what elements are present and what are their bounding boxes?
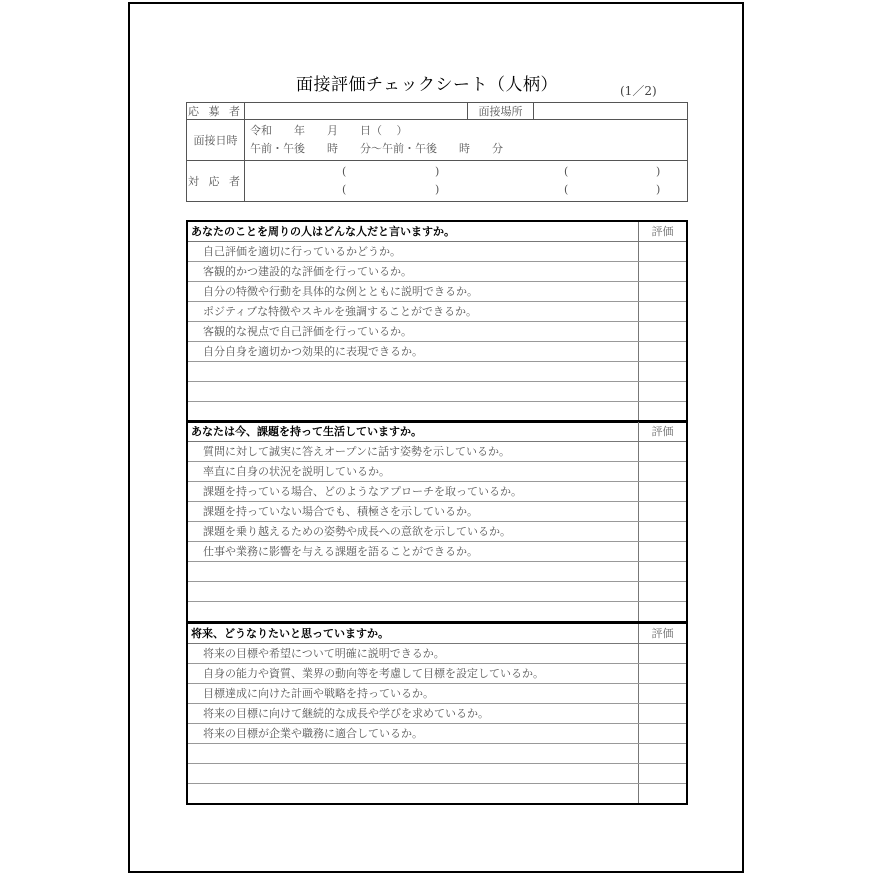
- criteria-row: [187, 522, 687, 542]
- paren-close: ): [435, 183, 440, 196]
- interviewer-row-1: [245, 163, 687, 181]
- eval-cell[interactable]: [639, 362, 688, 382]
- section-question: あなたは今、課題を持って生活していますか。: [187, 421, 639, 442]
- interviewer-field[interactable]: [245, 161, 688, 202]
- criteria-text: [187, 362, 639, 382]
- interviewer-row-2: [245, 181, 687, 199]
- eval-cell[interactable]: [639, 402, 688, 423]
- time-line: 午前・午後 時 分～午前・午後 時 分: [250, 142, 503, 155]
- eval-cell[interactable]: [639, 724, 688, 744]
- criteria-text: [187, 402, 639, 423]
- interview-info-table: [186, 102, 688, 202]
- page-number: (1／2): [620, 84, 657, 98]
- criteria-text: [187, 582, 639, 602]
- eval-cell[interactable]: [639, 542, 688, 562]
- eval-cell[interactable]: [639, 522, 688, 542]
- criteria-row: [187, 302, 687, 322]
- eval-cell[interactable]: [639, 482, 688, 502]
- criteria-row: [187, 442, 687, 462]
- location-field[interactable]: [534, 103, 688, 120]
- criteria-text: 自分自身を適切かつ効果的に表現できるか。: [187, 342, 639, 362]
- eval-cell[interactable]: [639, 602, 688, 623]
- criteria-text: ポジティブな特徴やスキルを強調することができるか。: [187, 302, 639, 322]
- criteria-row: [187, 784, 687, 805]
- criteria-text: 課題を乗り越えるための姿勢や成長への意欲を示しているか。: [187, 522, 639, 542]
- criteria-text: [187, 602, 639, 623]
- eval-cell[interactable]: [639, 322, 688, 342]
- criteria-text: 将来の目標が企業や職務に適合しているか。: [187, 724, 639, 744]
- criteria-text: 自分の特徴や行動を具体的な例とともに説明できるか。: [187, 282, 639, 302]
- eval-cell[interactable]: [639, 562, 688, 582]
- criteria-text: 客観的な視点で自己評価を行っているか。: [187, 322, 639, 342]
- criteria-row: [187, 724, 687, 744]
- eval-cell[interactable]: [639, 442, 688, 462]
- eval-cell[interactable]: [639, 582, 688, 602]
- criteria-text: 課題を持っている場合、どのようなアプローチを取っているか。: [187, 482, 639, 502]
- criteria-row: [187, 242, 687, 262]
- criteria-row: [187, 602, 687, 623]
- criteria-text: 課題を持っていない場合でも、積極さを示しているか。: [187, 502, 639, 522]
- criteria-row: [187, 502, 687, 522]
- eval-header: 評価: [639, 623, 688, 644]
- paren-open: (: [342, 165, 347, 178]
- datetime-field[interactable]: [245, 120, 688, 161]
- criteria-row: [187, 764, 687, 784]
- criteria-text: 質問に対して誠実に答えオープンに話す姿勢を示しているか。: [187, 442, 639, 462]
- criteria-text: 客観的かつ建設的な評価を行っているか。: [187, 262, 639, 282]
- paren-close: ): [656, 183, 661, 196]
- paren-close: ): [656, 165, 661, 178]
- eval-cell[interactable]: [639, 462, 688, 482]
- criteria-row: [187, 262, 687, 282]
- criteria-text: 自己評価を適切に行っているかどうか。: [187, 242, 639, 262]
- criteria-row: [187, 582, 687, 602]
- date-line: 令和 年 月 日（ ）: [250, 124, 408, 137]
- paren-open: (: [564, 165, 569, 178]
- criteria-text: 自身の能力や資質、業界の動向等を考慮して目標を設定しているか。: [187, 664, 639, 684]
- criteria-text: 目標達成に向けた計画や戦略を持っているか。: [187, 684, 639, 704]
- criteria-row: [187, 402, 687, 423]
- criteria-text: 率直に自身の状況を説明しているか。: [187, 462, 639, 482]
- criteria-row: [187, 382, 687, 402]
- criteria-row: [187, 342, 687, 362]
- applicant-field[interactable]: [245, 103, 468, 120]
- criteria-row: [187, 684, 687, 704]
- criteria-text: 将来の目標や希望について明確に説明できるか。: [187, 644, 639, 664]
- applicant-label: 応 募 者: [187, 103, 245, 120]
- paren-open: (: [342, 183, 347, 196]
- eval-cell[interactable]: [639, 784, 688, 805]
- eval-header: 評価: [639, 421, 688, 442]
- criteria-text: [187, 382, 639, 402]
- criteria-row: [187, 282, 687, 302]
- eval-cell[interactable]: [639, 744, 688, 764]
- criteria-row: [187, 482, 687, 502]
- question-section: [186, 220, 688, 423]
- eval-cell[interactable]: [639, 282, 688, 302]
- page-title: 面接評価チェックシート（人柄）: [296, 75, 558, 95]
- criteria-row: [187, 322, 687, 342]
- eval-cell[interactable]: [639, 342, 688, 362]
- criteria-text: [187, 764, 639, 784]
- criteria-row: [187, 644, 687, 664]
- eval-cell[interactable]: [639, 664, 688, 684]
- criteria-text: [187, 562, 639, 582]
- eval-cell[interactable]: [639, 242, 688, 262]
- interviewer-label: 対 応 者: [187, 161, 245, 202]
- eval-cell[interactable]: [639, 684, 688, 704]
- criteria-row: [187, 744, 687, 764]
- datetime-label: 面接日時: [187, 120, 245, 161]
- criteria-row: [187, 562, 687, 582]
- criteria-text: [187, 784, 639, 805]
- eval-cell[interactable]: [639, 704, 688, 724]
- criteria-row: [187, 704, 687, 724]
- question-section: [186, 622, 688, 805]
- eval-cell[interactable]: [639, 382, 688, 402]
- paren-open: (: [564, 183, 569, 196]
- criteria-text: 仕事や業務に影響を与える課題を語ることができるか。: [187, 542, 639, 562]
- criteria-text: [187, 744, 639, 764]
- eval-cell[interactable]: [639, 764, 688, 784]
- eval-cell[interactable]: [639, 502, 688, 522]
- eval-cell[interactable]: [639, 302, 688, 322]
- section-question: 将来、どうなりたいと思っていますか。: [187, 623, 639, 644]
- criteria-row: [187, 664, 687, 684]
- eval-cell[interactable]: [639, 644, 688, 664]
- question-section: [186, 420, 688, 623]
- eval-cell[interactable]: [639, 262, 688, 282]
- location-label: 面接場所: [468, 103, 534, 120]
- section-question: あなたのことを周りの人はどんな人だと言いますか。: [187, 221, 639, 242]
- criteria-row: [187, 362, 687, 382]
- paren-close: ): [435, 165, 440, 178]
- criteria-row: [187, 542, 687, 562]
- criteria-text: 将来の目標に向けて継続的な成長や学びを求めているか。: [187, 704, 639, 724]
- eval-header: 評価: [639, 221, 688, 242]
- criteria-row: [187, 462, 687, 482]
